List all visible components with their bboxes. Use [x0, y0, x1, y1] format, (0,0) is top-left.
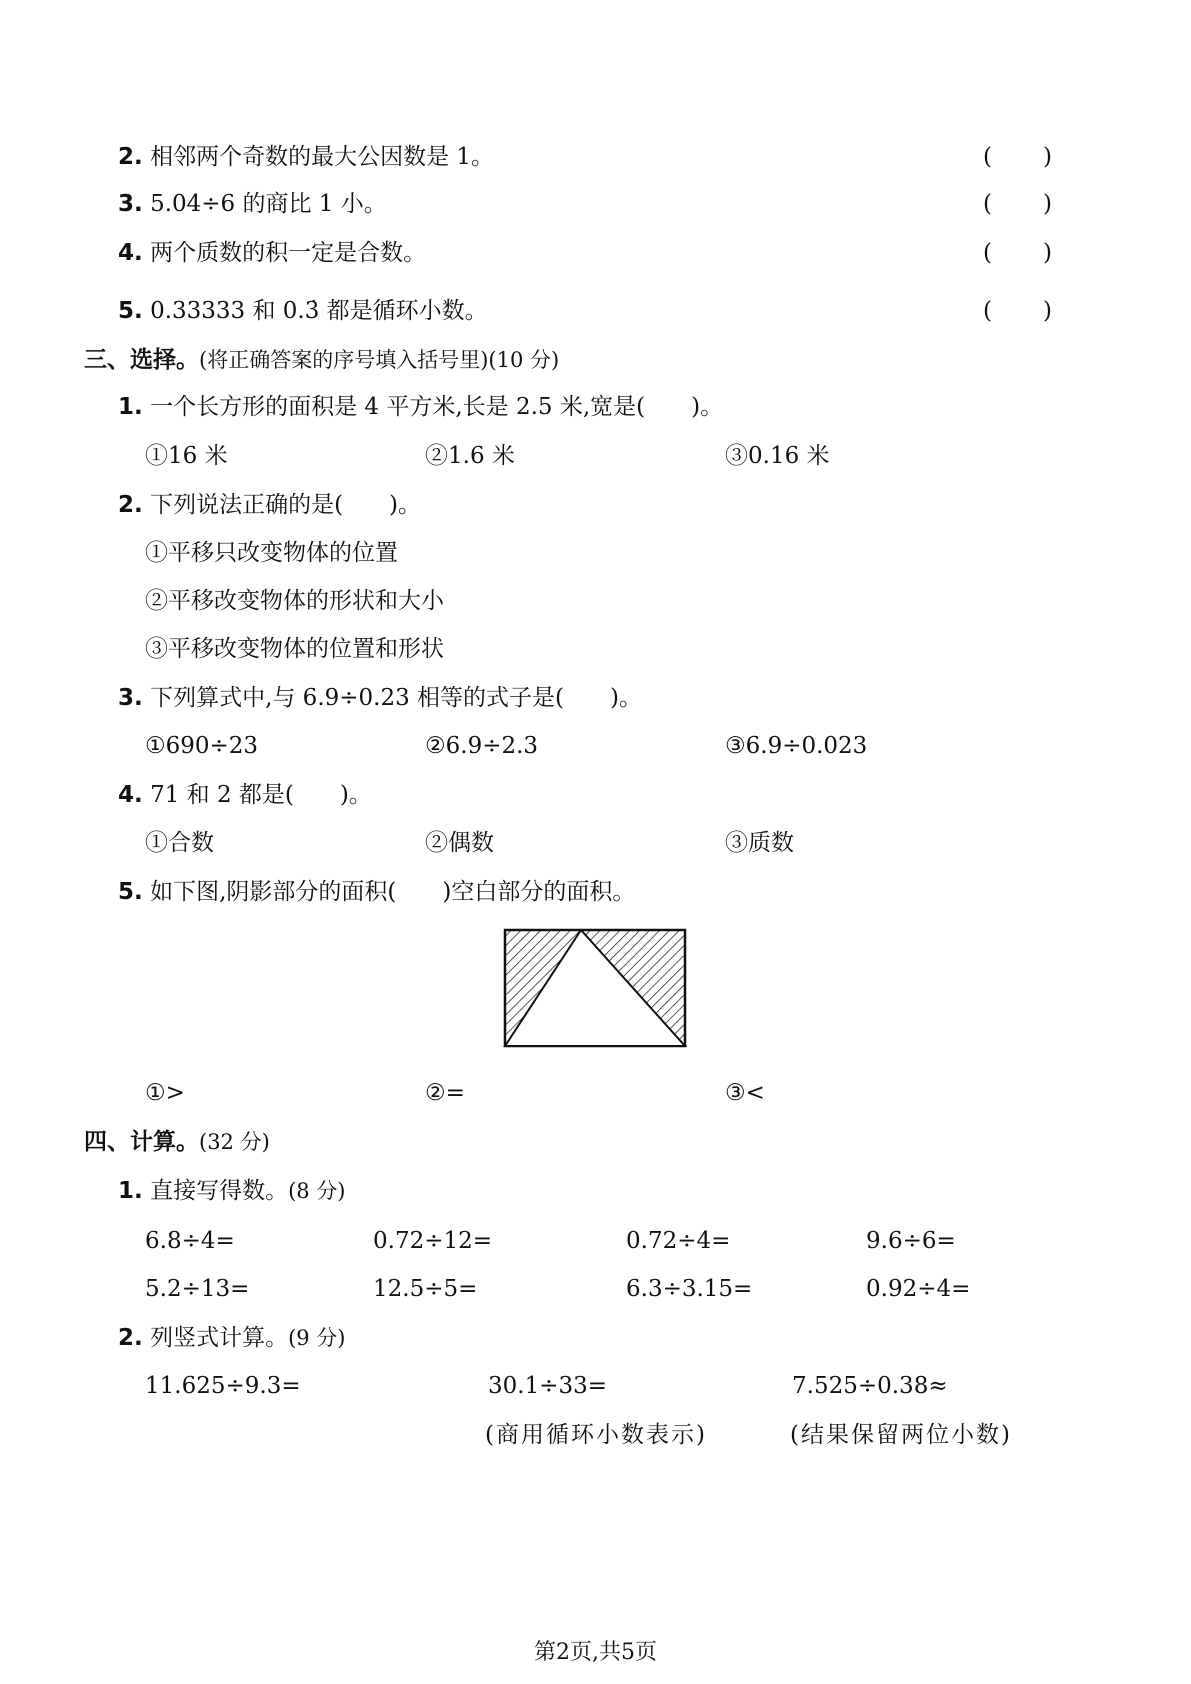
option-3[interactable]: ③0.16 米 — [725, 443, 830, 469]
item-number: 4. — [118, 782, 143, 808]
calc-note: (商用循环小数表示) — [485, 1422, 707, 1448]
mental-math-item[interactable]: 0.72÷12= — [373, 1228, 493, 1254]
option-2[interactable]: ②偶数 — [425, 830, 494, 856]
section-title: 三、选择。 — [84, 347, 199, 373]
option-3[interactable]: ③< — [725, 1080, 765, 1106]
judgment-item-5 — [118, 300, 488, 323]
page-number: 第2页,共5页 — [534, 1640, 657, 1665]
option-3[interactable]: ③6.9÷0.023 — [725, 733, 868, 759]
paren-close: ) — [1043, 240, 1052, 266]
item-text: 相邻两个奇数的最大公因数是 1。 — [150, 144, 495, 170]
question-3-3 — [118, 687, 642, 710]
mental-math-item[interactable]: 12.5÷5= — [373, 1276, 478, 1302]
option-3[interactable]: ③平移改变物体的位置和形状 — [145, 636, 444, 662]
question-text: 71 和 2 都是( )。 — [150, 782, 372, 808]
mental-math-item[interactable]: 6.3÷3.15= — [626, 1276, 753, 1302]
vertical-calc-item[interactable]: 11.625÷9.3= — [145, 1373, 301, 1399]
paren-close: ) — [1043, 191, 1052, 217]
subsection-4-2 — [118, 1327, 345, 1350]
question-3-4 — [118, 784, 372, 807]
mental-math-item[interactable]: 0.72÷4= — [626, 1228, 731, 1254]
judgment-item-3 — [118, 193, 387, 216]
subsection-4-1 — [118, 1180, 345, 1203]
item-number: 3. — [118, 191, 143, 217]
mental-math-item[interactable]: 9.6÷6= — [866, 1228, 956, 1254]
question-3-2 — [118, 494, 421, 517]
mental-math-item[interactable]: 5.2÷13= — [145, 1276, 250, 1302]
item-number: 1. — [118, 394, 143, 420]
vertical-calc-item[interactable]: 30.1÷33= — [488, 1373, 608, 1399]
paren-open: ( — [983, 240, 992, 266]
shaded-triangle-figure — [503, 928, 687, 1050]
item-text: 0.33333 和 0.3̇ 都是循环小数。 — [150, 298, 488, 324]
section-title: 四、计算。 — [84, 1129, 199, 1155]
calc-note: (结果保留两位小数) — [790, 1422, 1012, 1448]
option-2[interactable]: ②= — [425, 1080, 465, 1106]
section-note: (将正确答案的序号填入括号里)(10 分) — [199, 348, 560, 372]
option-1[interactable]: ①平移只改变物体的位置 — [145, 540, 398, 566]
item-number: 5. — [118, 879, 143, 905]
item-number: 2. — [118, 1325, 143, 1351]
question-text: 下列说法正确的是( )。 — [150, 492, 422, 518]
vertical-calc-item[interactable]: 7.525÷0.38≈ — [792, 1373, 948, 1399]
subsection-score: (9 分) — [288, 1326, 346, 1350]
paren-open: ( — [983, 144, 992, 170]
paren-open: ( — [983, 298, 992, 324]
item-number: 2. — [118, 144, 143, 170]
option-3[interactable]: ③质数 — [725, 830, 794, 856]
subsection-title: 直接写得数。 — [150, 1178, 289, 1204]
item-number: 2. — [118, 492, 143, 518]
section-4-heading — [84, 1131, 270, 1154]
section-3-heading — [84, 349, 559, 372]
mental-math-item[interactable]: 6.8÷4= — [145, 1228, 235, 1254]
section-score: (32 分) — [199, 1130, 270, 1154]
question-text: 一个长方形的面积是 4 平方米,长是 2.5 米,宽是( )。 — [150, 394, 724, 420]
judgment-item-2 — [118, 146, 494, 169]
option-1[interactable]: ①> — [145, 1080, 185, 1106]
item-number: 1. — [118, 1178, 143, 1204]
item-number: 4. — [118, 240, 143, 266]
question-3-1 — [118, 396, 723, 419]
option-2[interactable]: ②平移改变物体的形状和大小 — [145, 588, 444, 614]
option-1[interactable]: ①16 米 — [145, 443, 228, 469]
option-1[interactable]: ①690÷23 — [145, 733, 259, 759]
paren-close: ) — [1043, 298, 1052, 324]
item-number: 3. — [118, 685, 143, 711]
item-number: 5. — [118, 298, 143, 324]
option-1[interactable]: ①合数 — [145, 830, 214, 856]
option-2[interactable]: ②6.9÷2.3 — [425, 733, 539, 759]
judgment-item-4 — [118, 242, 426, 265]
subsection-score: (8 分) — [288, 1179, 346, 1203]
option-2[interactable]: ②1.6 米 — [425, 443, 515, 469]
subsection-title: 列竖式计算。 — [150, 1325, 289, 1351]
mental-math-item[interactable]: 0.92÷4= — [866, 1276, 971, 1302]
item-text: 两个质数的积一定是合数。 — [150, 240, 427, 266]
item-text: 5.04÷6 的商比 1 小。 — [150, 191, 387, 217]
question-text: 如下图,阴影部分的面积( )空白部分的面积。 — [150, 879, 636, 905]
question-text: 下列算式中,与 6.9÷0.23 相等的式子是( )。 — [150, 685, 643, 711]
paren-close: ) — [1043, 144, 1052, 170]
question-3-5 — [118, 881, 635, 904]
paren-open: ( — [983, 191, 992, 217]
